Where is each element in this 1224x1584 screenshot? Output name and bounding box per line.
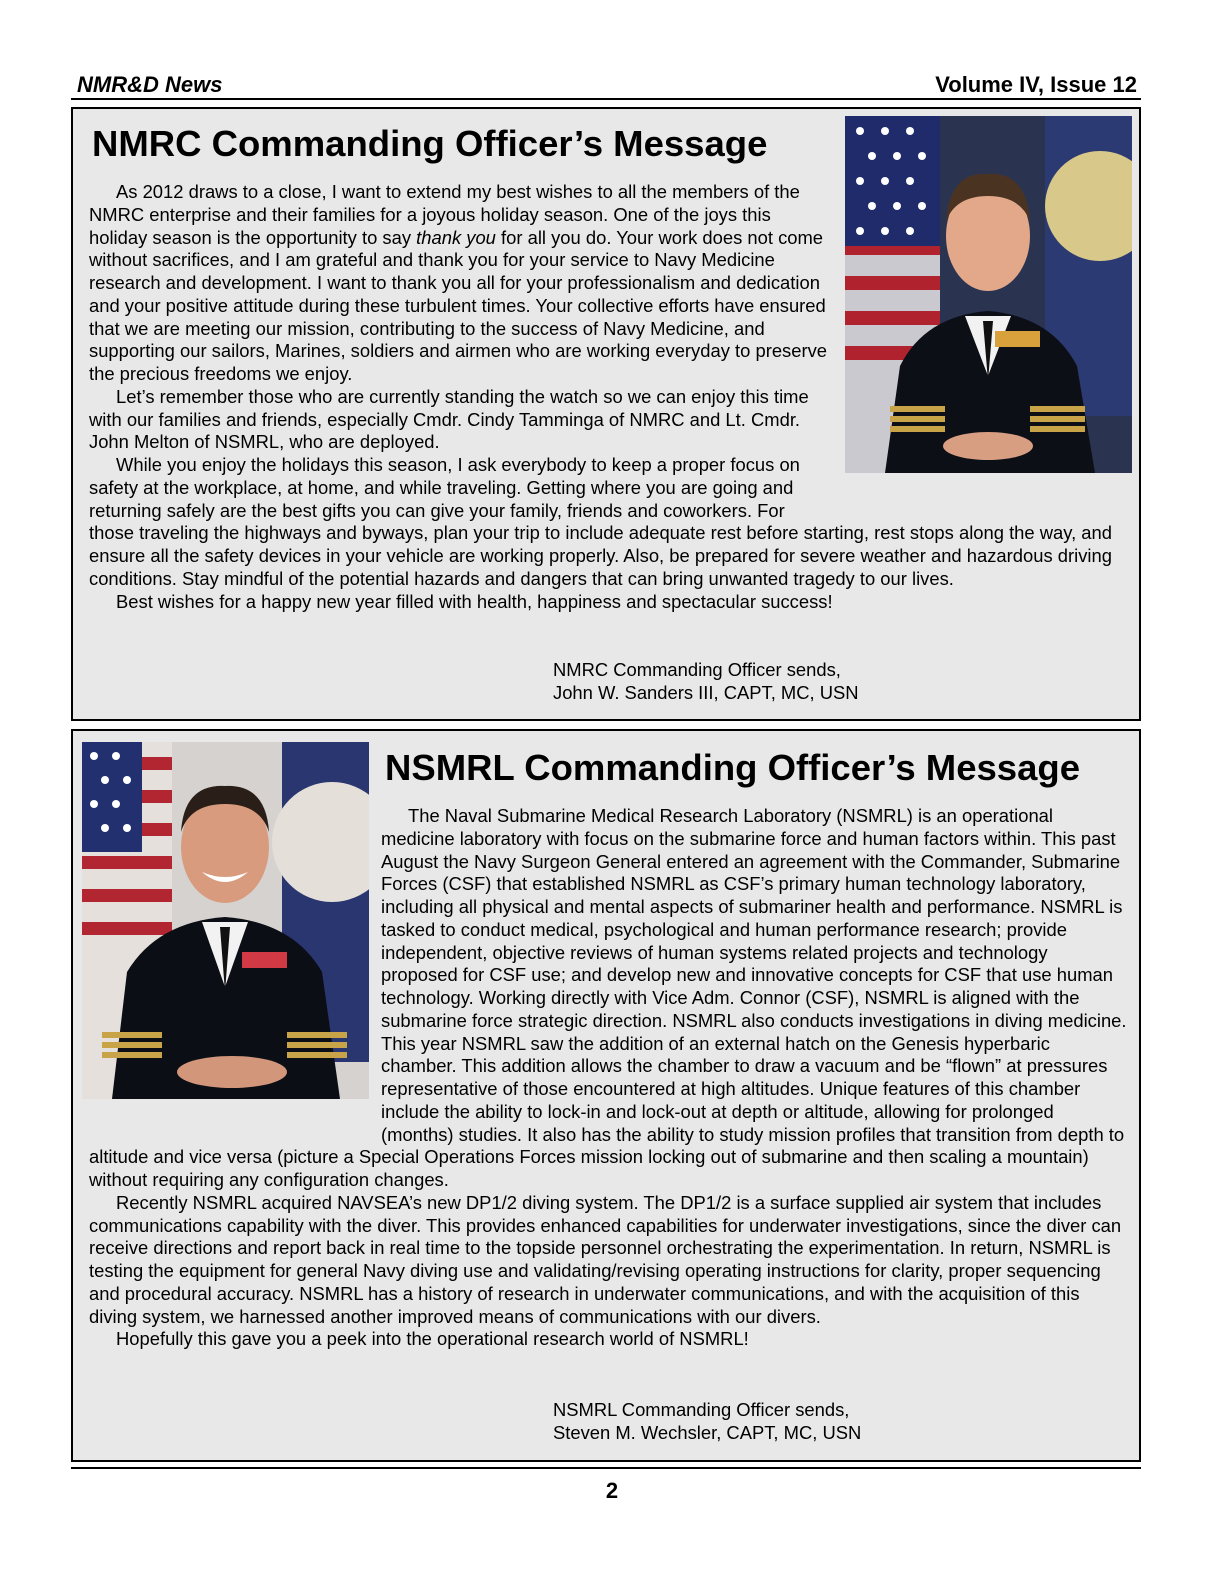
- nsmrl-signature: [553, 1399, 861, 1445]
- nsmrl-paragraph: The Naval Submarine Medical Research Laboratory (NSMRL) is an operational medicine laboratory with focus on the submarine force and human factors within. This past August the Navy Surgeon General entered an agreement with the Commander, Submarine Forces (CSF) that established NSMRL as CSF’s primary human technology laboratory, including all physical and mental aspects of submariner health and performance. NSMRL is tasked to conduct medical, psychological and human performance research; provide independent, objective reviews of human systems related projects and technology proposed for CSF use; and develop new and innovative concepts for CSF that use human technology. Working directly with Vice Adm. Connor (CSF), NSMRL is aligned with the submarine force strategic direction. NSMRL also conducts investigations in diving medicine. This year NSMRL saw the addition of an external hatch on the Genesis hyperbaric chamber. This addition allows the chamber to draw a vacuum and be “flown” at pressures representative of those encountered at high altitudes. Unique features of this chamber include the ability to lock-in and lock-out at depth or altitude, allowing for prolonged (months) studies. It also has the ability to study mission profiles that transition from depth to altitude and vice versa (picture a Special Operations Forces mission locking out of submarine and then scaling a mountain) without requiring any configuration changes.: [89, 805, 1127, 1190]
- signature-name: Steven M. Wechsler, CAPT, MC, USN: [553, 1421, 862, 1443]
- footer-rule: [71, 1467, 1141, 1469]
- nsmrl-message-title: NSMRL Commanding Officer’s Message: [385, 747, 1080, 788]
- nmrc-signature: [553, 659, 859, 705]
- nmrc-paragraph: As 2012 draws to a close, I want to extend my best wishes to all the members of the NMRC enterprise and their families for a joyous holiday season. One of the joys this holiday season is the opportunity to say thank you for all you do. Your work does not come without sacrifices, and I am grateful and thank you for your service to Navy Medicine research and development. I want to thank you all for your professionalism and dedication and your positive attitude during these turbulent times. Your collective efforts have ensured that we are meeting our mission, contributing to the success of Navy Medicine, and supporting our sailors, Marines, soldiers and airmen who are working everyday to preserve the precious freedoms we enjoy.: [89, 181, 828, 384]
- signature-name: John W. Sanders III, CAPT, MC, USN: [553, 681, 859, 703]
- nsmrl-paragraph: Hopefully this gave you a peek into the operational research world of NSMRL!: [116, 1328, 749, 1350]
- nmrc-message-box: [71, 107, 1141, 721]
- nsmrl-message-body: [89, 805, 1129, 1351]
- nsmrl-message-box: [71, 729, 1141, 1462]
- signature-line: NMRC Commanding Officer sends,: [553, 659, 841, 680]
- signature-line: NSMRL Commanding Officer sends,: [553, 1399, 850, 1420]
- issue-label: Volume IV, Issue 12: [935, 72, 1137, 97]
- nmrc-paragraph: Best wishes for a happy new year filled with health, happiness and spectacular success!: [116, 590, 833, 612]
- page-number: 2: [605, 1478, 619, 1503]
- nsmrl-paragraph: Recently NSMRL acquired NAVSEA’s new DP1/2 diving system. The DP1/2 is a surface supplied air system that includes communications capability with the diver. This provides enhanced capabilities for underwater investigations, since the diver can receive directions and report back in real time to the topside personnel orchestrating the experimentation. In return, NSMRL is testing the equipment for general Navy diving use and validating/revising operating instructions for clarity, proper sequencing and procedural accuracy. NSMRL has a history of research in underwater communications, and with the acquisition of this diving system, we harnessed another improved means of communications with our divers.: [89, 1191, 1122, 1327]
- page-header: [71, 68, 1141, 100]
- newsletter-name: NMR&D News: [77, 72, 223, 97]
- nmrc-paragraph: While you enjoy the holidays this season, I ask everybody to keep a proper focus on safety at the workplace, at home, and while traveling. Getting where you are going and returning safely are the best gifts you can give your family, friends and coworkers. For those traveling the highways and byways, plan your trip to include adequate rest before starting, rest stops along the way, and ensure all the safety devices in your vehicle are working properly. Also, be prepared for severe weather and hazardous driving conditions. Stay mindful of the potential hazards and dangers that can bring unwanted tragedy to our lives.: [89, 454, 1112, 589]
- nmrc-message-title: NMRC Commanding Officer’s Message: [92, 123, 768, 164]
- nmrc-message-body: [89, 181, 1129, 613]
- nmrc-paragraph: Let’s remember those who are currently standing the watch so we can enjoy this time with our families and friends, especially Cmdr. Cindy Tamminga of NMRC and Lt. Cmdr. John Melton of NSMRL, who are deployed.: [89, 385, 809, 453]
